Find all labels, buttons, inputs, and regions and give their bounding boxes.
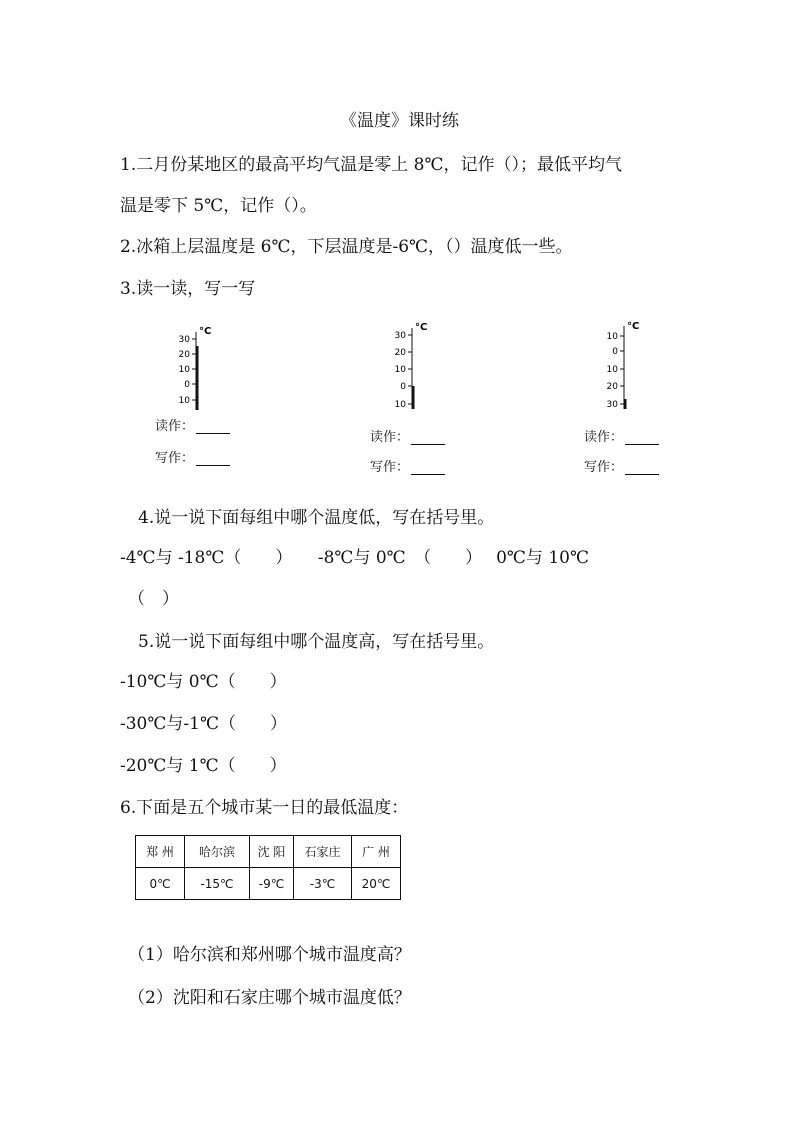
question-5-item-1: -10℃与 0℃（ ） xyxy=(120,672,287,692)
svg-text:10: 10 xyxy=(178,365,190,375)
write-field-2[interactable]: 写作： xyxy=(370,456,445,475)
unit-label: °C xyxy=(627,321,640,332)
thermometer-1 xyxy=(170,320,260,430)
table-row xyxy=(136,836,401,868)
table-row xyxy=(136,868,401,900)
read-field-3[interactable]: 读作： xyxy=(584,426,659,445)
city-temperature-table xyxy=(135,835,401,900)
svg-text:30: 30 xyxy=(178,335,190,345)
svg-text:20: 20 xyxy=(394,348,406,358)
table-cell: 0℃ xyxy=(136,868,185,900)
tick-labels xyxy=(179,335,191,406)
table-cell: 哈尔滨 xyxy=(185,836,250,868)
svg-text:0: 0 xyxy=(184,380,190,390)
svg-text:0: 0 xyxy=(612,347,618,357)
tick-labels xyxy=(395,331,407,410)
svg-text:10: 10 xyxy=(606,365,618,375)
svg-text:10: 10 xyxy=(394,365,406,375)
question-4-line-1: -4℃与 -18℃（ ） -8℃与 0℃ （ ） 0℃与 10℃ xyxy=(120,548,589,568)
read-field-2[interactable]: 读作： xyxy=(370,426,445,445)
question-6-sub-1: （1）哈尔滨和郑州哪个城市温度高？ xyxy=(128,945,411,965)
svg-text:20: 20 xyxy=(606,382,618,392)
svg-text:0: 0 xyxy=(400,382,406,392)
question-4: 4.说一说下面每组中哪个温度低，写在括号里。 xyxy=(138,508,495,528)
tick-labels xyxy=(607,332,619,410)
question-3: 3.读一读，写一写 xyxy=(120,279,256,299)
table-cell: 广 州 xyxy=(352,836,401,868)
thermometer-2 xyxy=(386,316,476,426)
svg-text:10: 10 xyxy=(606,332,618,342)
svg-text:20: 20 xyxy=(178,350,190,360)
table-cell: 沈 阳 xyxy=(250,836,294,868)
question-1-line-1: 1.二月份某地区的最高平均气温是零上 8℃，记作（）；最低平均气 xyxy=(120,155,622,175)
question-4-line-2: （ ） xyxy=(128,589,179,609)
question-6: 6.下面是五个城市某一日的最低温度： xyxy=(120,798,409,818)
write-field-3[interactable]: 写作： xyxy=(584,456,659,475)
question-1-line-2: 温是零下 5℃，记作（）。 xyxy=(120,196,317,216)
svg-text:10: 10 xyxy=(394,400,406,410)
question-5-item-3: -20℃与 1℃（ ） xyxy=(120,756,287,776)
read-field-1[interactable]: 读作： xyxy=(155,415,230,434)
thermometer-3 xyxy=(600,316,690,426)
table-cell: -9℃ xyxy=(250,868,294,900)
question-5: 5.说一说下面每组中哪个温度高，写在括号里。 xyxy=(138,632,495,652)
write-field-1[interactable]: 写作： xyxy=(155,447,230,466)
table-cell: 郑 州 xyxy=(136,836,185,868)
unit-label: °C xyxy=(199,326,212,337)
svg-text:30: 30 xyxy=(606,400,618,410)
table-cell: -3℃ xyxy=(294,868,352,900)
question-5-item-2: -30℃与-1℃（ ） xyxy=(120,714,287,734)
table-cell: 20℃ xyxy=(352,868,401,900)
table-cell: 石家庄 xyxy=(294,836,352,868)
page-title: 《温度》课时练 xyxy=(340,111,459,131)
svg-text:10: 10 xyxy=(178,396,190,406)
table-cell: -15℃ xyxy=(185,868,250,900)
unit-label: °C xyxy=(415,322,428,333)
question-2: 2.冰箱上层温度是 6℃，下层温度是-6℃，（）温度低一些。 xyxy=(120,237,573,257)
question-6-sub-2: （2）沈阳和石家庄哪个城市温度低？ xyxy=(128,988,411,1008)
svg-text:30: 30 xyxy=(394,331,406,341)
